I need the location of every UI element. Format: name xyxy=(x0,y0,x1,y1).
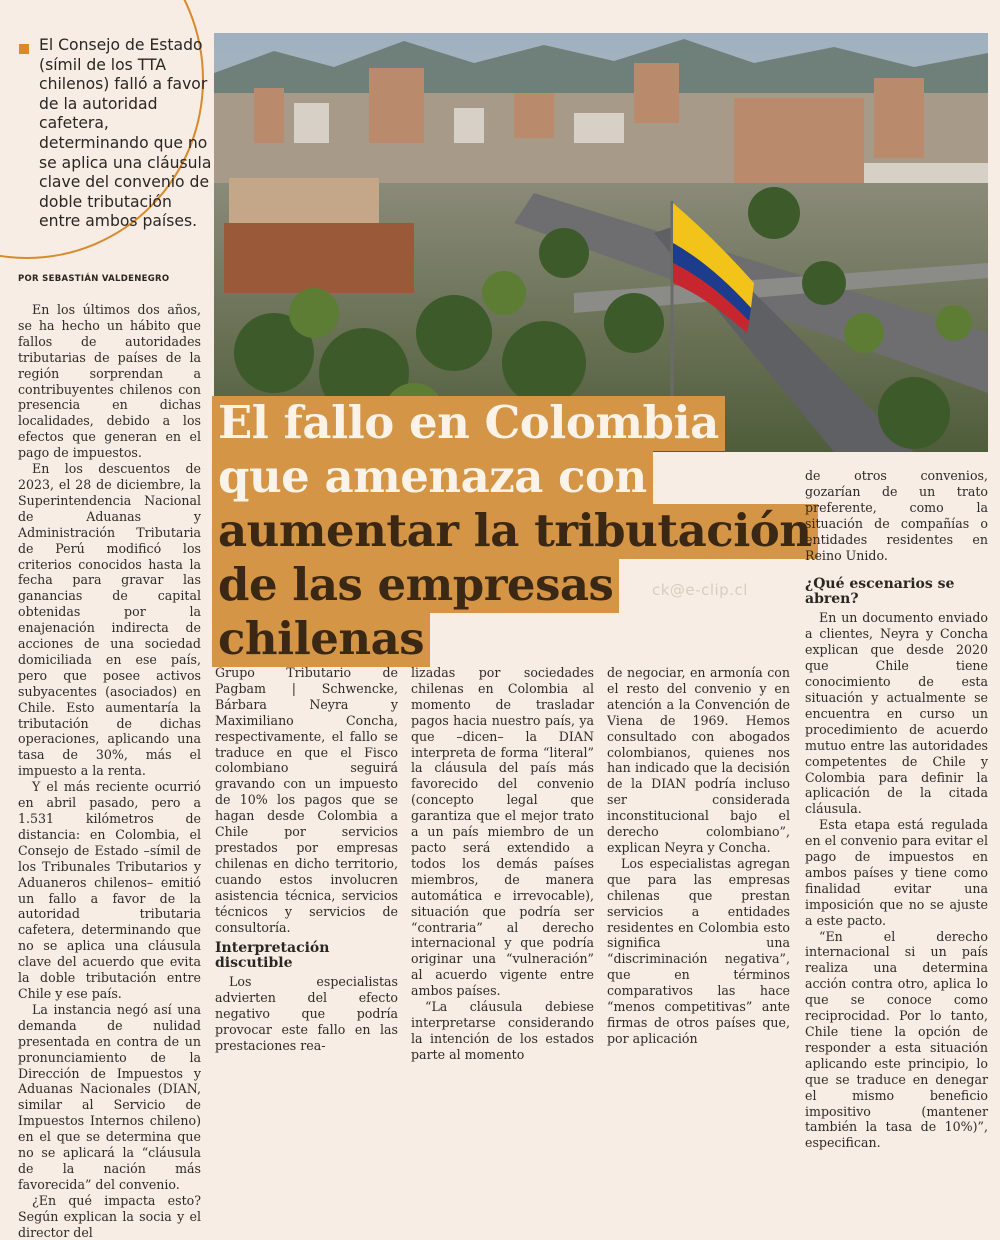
article-column-3 xyxy=(411,665,594,1063)
hero-photo xyxy=(214,33,988,452)
watermark: ck@e-clip.cl xyxy=(652,581,748,599)
paragraph: Esta etapa está regulada en el convenio para evitar el pago de impuestos en ambos países y tiene como finalidad evitar una imposición que no se ajuste a este pacto. xyxy=(805,817,988,928)
paragraph: La instancia negó así una demanda de nulidad presentada en contra de un pronunciamiento de la Dirección de Impuestos y Aduanas Nacionales (DIAN, similar al Servicio de Impuestos Internos chileno) en el que se determina que no se aplicará la “cláusula de la nación más favorecida” del convenio. xyxy=(18,1001,201,1192)
paragraph: En los descuentos de 2023, el 28 de diciembre, la Superintendencia Nacional de Aduanas y Administración Tributaria de Perú modificó los criterios conocidos hasta la fecha para gravar las ganancias de capital obtenidas por la enajenación indirecta de acciones de una sociedad domiciliada en ese país, pero que posee activos subyacentes (asociados) en Chile. Esto aumentaría la tributación de dichas operaciones, aplicando una tasa de 30%, más el impuesto a la renta. xyxy=(18,461,201,779)
callout-bullet-icon xyxy=(19,44,29,54)
headline xyxy=(212,396,812,666)
callout-text: El Consejo de Estado (símil de los TTA chilenos) falló a favor de la autoridad cafetera, determinando que no se aplica una cláusula clave del convenio de doble tributación entre ambos países. xyxy=(39,36,212,231)
paragraph: de otros convenios, gozarían de un trato preferente, como la situación de compañías o entidades residentes en Reino Unido. xyxy=(805,468,988,563)
paragraph: lizadas por sociedades chilenas en Colombia al momento de trasladar pagos hacia nuestro país, ya que –dicen– la DIAN interpreta de forma “literal” la cláusula del país más favorecido del convenio (concepto legal que garantiza que el mejor trato a un país miembro de un pacto será extendido a todos los demás países miembros, de manera automática e irrevocable), situación que podría ser “contraria” al derecho internacional y que podría originar una “vulneración” al acuerdo vigente entre ambos países. xyxy=(411,665,594,999)
paragraph: En un documento enviado a clientes, Neyra y Concha explican que desde 2020 que Chile tiene conocimiento de esta situación y actualmente se encuentra en curso un procedimiento de acuerdo mutuo entre las autoridades competentes de Chile y Colombia para definir la aplicación de la citada cláusula. xyxy=(805,610,988,817)
headline-part2: aumentar la tributación de las empresas chilenas xyxy=(218,504,812,665)
paragraph: Y el más reciente ocurrió en abril pasado, pero a 1.531 kilómetros de distancia: en Colombia, el Consejo de Estado –símil de los Tribunales Tributarios y Aduaneros chilenos– emitió un fallo a favor de la autoridad tributaria cafetera, determinando que no se aplica una cláusula clave del acuerdo que evita la doble tributación entre Chile y ese país. xyxy=(18,779,201,1001)
headline-part1: El fallo en Colombia que amenaza con xyxy=(218,396,719,503)
article-column-2 xyxy=(215,665,398,1054)
paragraph: de negociar, en armonía con el resto del convenio y en atención a la Convención de Viena de 1969. Hemos consultado con abogados colombianos, quienes nos han indicado que la decisión de la DIAN podría incluso ser considerada inconstitucional bajo el derecho colombiano”, explican Neyra y Concha. xyxy=(607,665,790,855)
paragraph: ¿En qué impacta esto? Según explican la socia y el director del xyxy=(18,1192,201,1240)
subheading: ¿Qué escenarios se abren? xyxy=(805,576,955,608)
article-column-5 xyxy=(805,468,988,1151)
subheading: Interpretación discutible xyxy=(215,940,330,972)
paragraph: En los últimos dos años, se ha hecho un hábito que fallos de autoridades tributarias de países de la región sorprendan a contribuyentes chilenos con presencia en dichas localidades, debido a los efectos que generan en el pago de impuestos. xyxy=(18,302,201,461)
byline: POR SEBASTIÁN VALDENEGRO xyxy=(18,274,170,284)
article-column-4 xyxy=(607,665,790,1047)
article-column-1 xyxy=(18,302,201,1240)
paragraph: “En el derecho internacional si un país realiza una determina acción contra otro, aplica lo que se conoce como reciprocidad. Por lo tanto, Chile tiene la opción de responder a esta situación aplicando este principio, lo que se traduce en denegar el mismo beneficio impositivo (mantener también la tasa de 10%)”, especifican. xyxy=(805,928,988,1151)
paragraph: Los especialistas advierten del efecto negativo que podría provocar este fallo en las prestaciones rea- xyxy=(215,974,398,1054)
paragraph: Los especialistas agregan que para las empresas chilenas que prestan servicios a entidades residentes en Colombia esto significa una “discriminación negativa”, que en términos comparativos las hace “menos competitivas” ante firmas de otros países que, por aplicación xyxy=(607,855,790,1046)
paragraph: Grupo Tributario de Pagbam | Schwencke, Bárbara Neyra y Maximiliano Concha, respectivamente, el fallo se traduce en que el Fisco colombiano seguirá gravando con un impuesto de 10% los pagos que se hagan desde Colombia a Chile por servicios prestados por empresas chilenas en dicho territorio, cuando estos involucren asistencia técnica, servicios técnicos y servicios de consultoría. xyxy=(215,665,398,935)
paragraph: “La cláusula debiese interpretarse considerando la intención de los estados parte al momento xyxy=(411,999,594,1062)
